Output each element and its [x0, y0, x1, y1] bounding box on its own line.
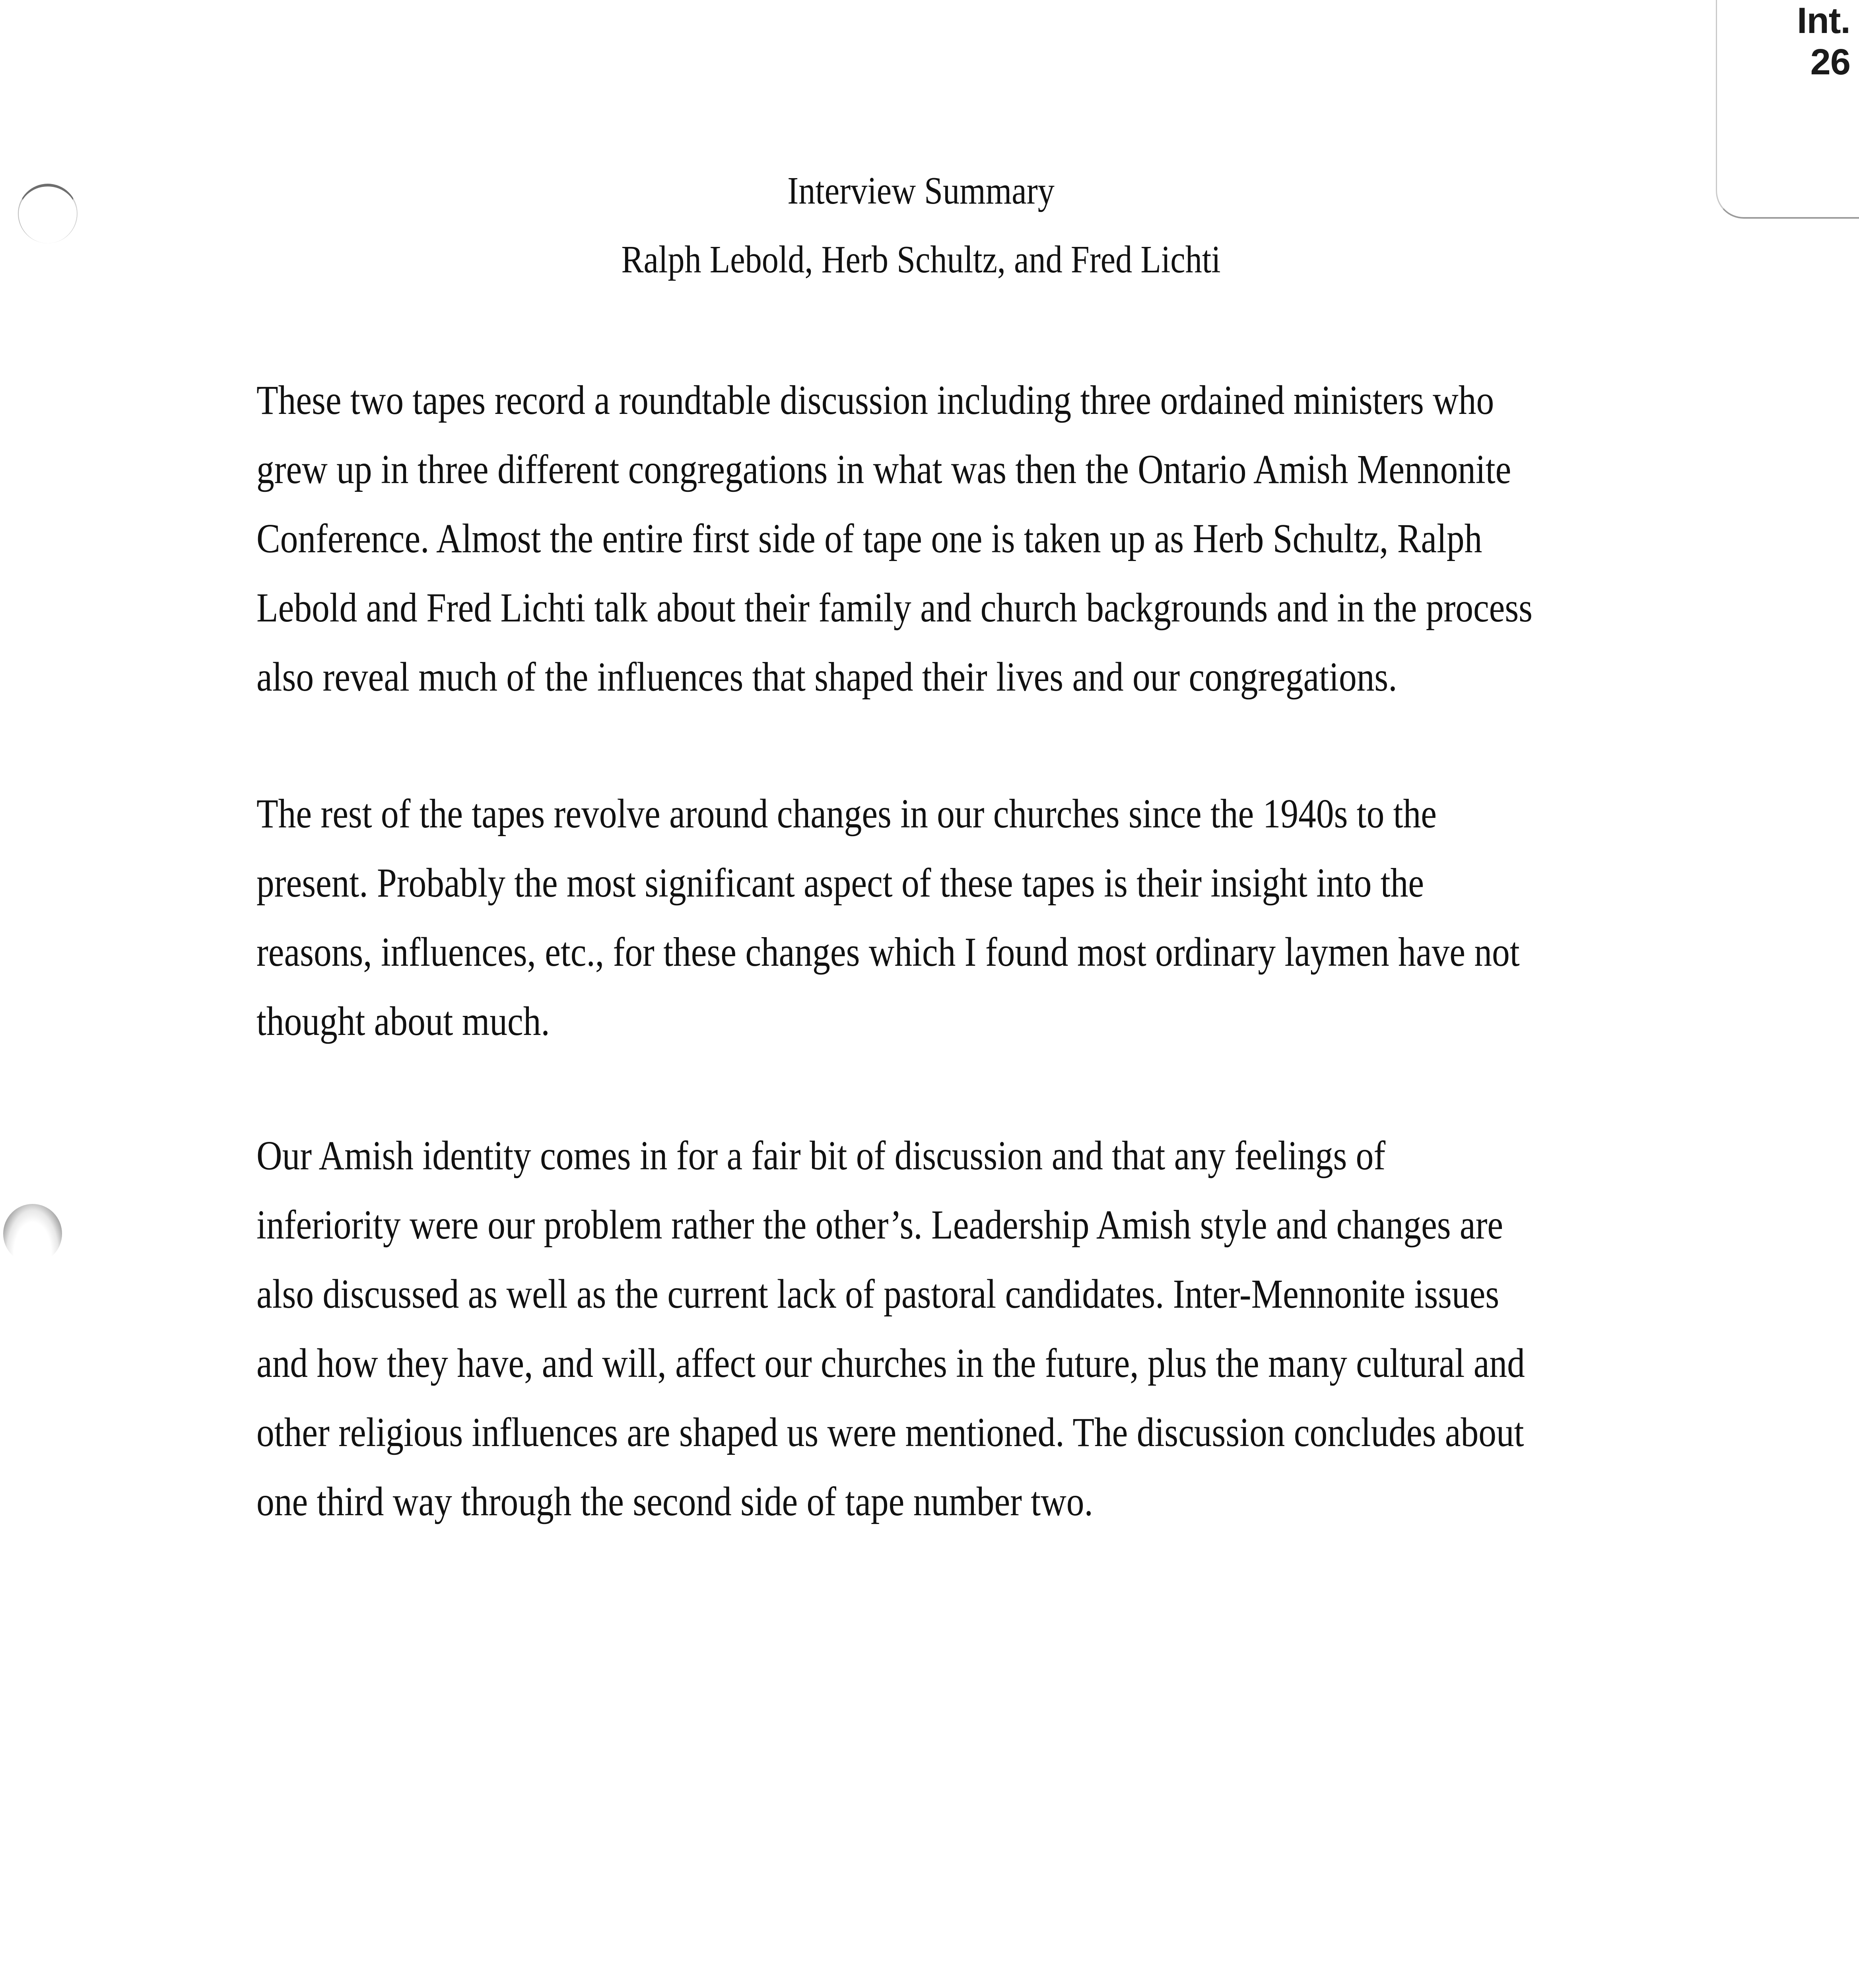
binder-hole-middle	[3, 1204, 62, 1264]
binder-hole-top	[18, 184, 78, 243]
document-title: Interview Summary	[787, 169, 1055, 212]
tab-label-line1: Int.	[1797, 0, 1850, 41]
paragraph-line: These two tapes record a roundtable discussion including three ordained ministers who	[256, 377, 1494, 423]
tab-label	[1797, 0, 1850, 83]
paragraph-line: present. Probably the most significant aspect of these tapes is their insight into the	[256, 860, 1424, 906]
paragraph-line: and how they have, and will, affect our churches in the future, plus the many cultural and	[256, 1340, 1525, 1386]
paragraph-2	[256, 779, 1704, 1056]
paragraph-line: also discussed as well as the current lack of pastoral candidates. Inter-Mennonite issues	[256, 1271, 1500, 1317]
paragraph-line: inferiority were our problem rather the other’s. Leadership Amish style and changes are	[256, 1202, 1504, 1248]
paragraph-line: grew up in three different congregations in what was then the Ontario Amish Mennonite	[256, 447, 1511, 492]
paragraph-line: thought about much.	[256, 998, 550, 1044]
paragraph-1	[256, 366, 1704, 712]
paragraph-line: Conference. Almost the entire first side of tape one is taken up as Herb Schultz, Ralph	[256, 516, 1482, 561]
document-subtitle: Ralph Lebold, Herb Schultz, and Fred Lichti	[621, 238, 1221, 281]
paragraph-line: one third way through the second side of tape number two.	[256, 1479, 1093, 1524]
paragraph-line: other religious influences are shaped us were mentioned. The discussion concludes about	[256, 1409, 1524, 1455]
paragraph-line: Our Amish identity comes in for a fair bit of discussion and that any feelings of	[256, 1133, 1386, 1178]
tab-label-line2: 26	[1810, 42, 1850, 82]
paragraph-line: reasons, influences, etc., for these changes which I found most ordinary laymen have not	[256, 929, 1520, 975]
paragraph-line: The rest of the tapes revolve around changes in our churches since the 1940s to the	[256, 791, 1437, 837]
paragraph-3	[256, 1121, 1704, 1536]
paragraph-line: Lebold and Fred Lichti talk about their family and church backgrounds and in the process	[256, 585, 1533, 631]
paragraph-line: also reveal much of the influences that shaped their lives and our congregations.	[256, 654, 1397, 700]
index-tab	[1716, 0, 1859, 219]
